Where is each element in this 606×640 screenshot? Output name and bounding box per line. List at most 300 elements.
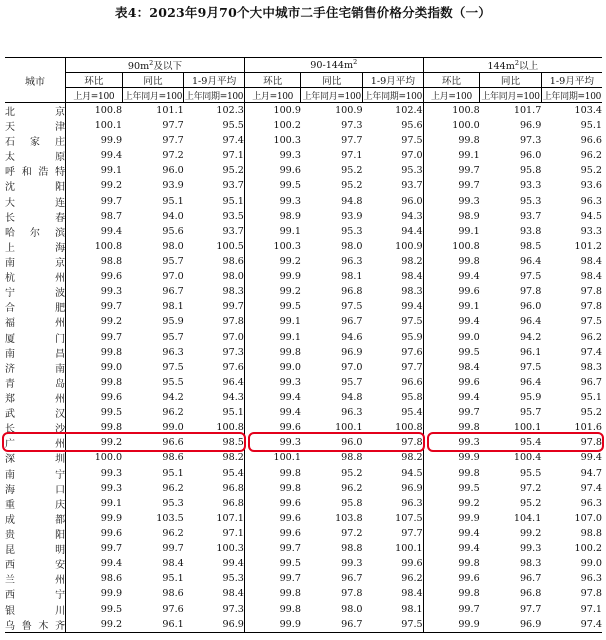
index-value: 103.5 [156,512,184,524]
index-value: 99.6 [244,496,301,511]
index-value: 95.3 [341,225,363,237]
index-value: 100.5 [216,240,244,252]
index-value: 94.0 [162,210,184,222]
index-value: 98.6 [162,452,184,464]
index-value: 96.9 [184,617,245,633]
index-value: 95.1 [162,195,184,207]
index-value: 96.0 [341,437,363,449]
table-row [5,299,602,314]
index-value: 97.3 [222,346,244,358]
index-value: 103.4 [574,105,602,116]
index-value: 94.8 [341,195,363,207]
index-value: 99.7 [423,178,480,193]
index-value: 96.0 [519,301,542,313]
index-value: 107.5 [395,512,423,524]
index-value: 93.3 [519,180,542,192]
city-name: 厦门 [5,330,66,345]
table-row [5,224,602,239]
index-value: 99.4 [423,526,480,541]
index-value: 94.6 [341,331,363,343]
city-name: 太原 [5,148,66,163]
index-value: 98.4 [580,256,602,268]
index-value: 96.6 [401,376,423,388]
index-value: 99.7 [244,541,301,556]
index-value: 95.1 [580,120,602,132]
index-value: 97.7 [519,603,542,615]
city-name: 呼和浩特 [5,163,66,178]
index-value: 104.1 [513,512,542,524]
table-row [5,148,602,163]
index-value: 99.8 [66,420,123,435]
index-value: 96.4 [222,376,244,388]
city-column-header: 城市 [5,58,66,103]
index-value: 99.9 [244,269,301,284]
index-value: 99.0 [66,360,123,375]
index-value: 95.7 [162,256,184,268]
table-row [5,556,602,571]
index-value: 96.2 [162,482,184,494]
table-row [5,405,602,420]
index-value: 97.7 [341,135,363,147]
index-value: 97.0 [222,331,244,343]
index-value: 99.6 [66,390,123,405]
table-row [5,284,602,299]
index-value: 95.9 [519,392,542,404]
index-value: 95.2 [580,165,602,177]
city-name: 重庆 [5,496,66,511]
city-name: 哈尔滨 [5,224,66,239]
index-value: 99.5 [244,299,301,314]
index-value: 99.7 [222,301,244,313]
index-value: 100.2 [244,118,301,133]
index-value: 99.9 [423,617,480,633]
index-value: 94.5 [580,210,602,222]
index-value: 97.5 [401,135,423,147]
index-value: 96.3 [401,497,423,509]
index-value: 96.8 [519,588,542,600]
index-value: 98.2 [401,256,423,268]
index-value: 96.2 [162,407,184,419]
table-row [5,390,602,405]
index-value: 101.7 [513,105,542,116]
index-value: 94.2 [162,392,184,404]
index-value: 99.8 [423,556,480,571]
index-value: 99.9 [423,511,480,526]
sub-header-avg: 1-9月平均 [363,73,424,88]
index-value: 95.5 [162,376,184,388]
index-value: 100.4 [513,452,542,464]
index-value: 95.8 [519,165,542,177]
index-value: 102.3 [216,105,244,116]
index-value: 99.8 [423,586,480,601]
index-value: 100.8 [423,239,480,254]
index-value: 93.9 [162,180,184,192]
index-value: 100.9 [335,105,363,116]
index-value: 98.0 [222,271,244,283]
index-value: 100.1 [66,118,123,133]
sub-header-mom: 环比 [423,73,480,88]
index-value: 95.7 [341,376,363,388]
city-name: 南宁 [5,466,66,481]
index-value: 99.4 [423,269,480,284]
index-value: 98.3 [401,286,423,298]
index-value: 94.2 [519,331,542,343]
index-value: 99.0 [244,360,301,375]
index-value: 99.2 [66,617,123,633]
index-value: 99.8 [423,420,480,435]
index-value: 96.3 [341,256,363,268]
city-name: 乌鲁木齐 [5,617,66,633]
table-row [5,541,602,556]
index-value: 99.3 [341,558,363,570]
index-value: 99.4 [66,556,123,571]
index-value: 97.8 [580,437,602,449]
city-name: 南昌 [5,345,66,360]
index-value: 95.4 [519,437,542,449]
index-value: 98.3 [519,558,542,570]
city-name: 郑州 [5,390,66,405]
city-name: 贵阳 [5,526,66,541]
index-value: 98.3 [222,286,244,298]
city-name: 长春 [5,209,66,224]
index-value: 99.1 [244,224,301,239]
index-value: 96.8 [341,286,363,298]
index-value: 96.2 [401,573,423,585]
table-row [5,133,602,148]
index-value: 95.2 [341,180,363,192]
index-value: 94.5 [401,467,423,479]
index-value: 96.1 [122,617,184,633]
index-value: 99.4 [423,390,480,405]
index-value: 97.2 [341,528,363,539]
city-name: 北京 [5,103,66,119]
index-value: 96.4 [519,376,542,388]
index-value: 107.1 [216,512,244,524]
table-row [5,269,602,284]
index-value: 95.6 [162,225,184,237]
city-name: 兰州 [5,571,66,586]
index-value: 98.8 [580,528,602,539]
index-value: 97.1 [341,150,363,162]
index-value: 95.1 [222,407,244,419]
index-value: 99.7 [162,543,184,555]
index-value: 99.6 [244,163,301,178]
index-value: 96.0 [519,150,542,162]
index-value: 96.2 [341,482,363,494]
index-value: 99.3 [423,194,480,209]
index-value: 95.9 [401,331,423,343]
index-value: 96.3 [580,573,602,585]
index-value: 95.4 [222,467,244,479]
index-value: 99.5 [423,481,480,496]
index-value: 96.6 [580,135,602,147]
index-value: 95.2 [341,165,363,177]
index-value: 99.3 [244,148,301,163]
index-value: 99.9 [66,133,123,148]
index-value: 99.3 [66,466,123,481]
index-value: 99.0 [162,422,184,434]
index-value: 99.8 [423,466,480,481]
index-value: 99.5 [423,345,480,360]
index-value: 93.9 [341,210,363,222]
index-value: 97.8 [580,588,602,600]
index-value: 99.4 [580,452,602,464]
index-value: 97.0 [401,150,423,162]
city-name: 南京 [5,254,66,269]
index-value: 99.6 [244,511,301,526]
index-value: 99.6 [401,558,423,570]
index-value: 97.7 [162,135,184,147]
index-value: 95.3 [222,573,244,585]
base-header-mom: 上月=100 [423,88,480,103]
city-name: 银川 [5,602,66,617]
index-value: 99.5 [244,178,301,193]
index-value: 96.7 [519,573,542,585]
table-row [5,586,602,601]
index-value: 99.3 [244,375,301,390]
city-name: 杭州 [5,269,66,284]
index-value: 97.4 [222,135,244,147]
index-value: 95.1 [162,467,184,479]
index-value: 100.9 [244,103,301,119]
index-value: 99.2 [244,284,301,299]
index-value: 99.8 [244,481,301,496]
index-value: 100.0 [66,450,123,465]
index-value: 96.9 [401,482,423,494]
table-row [5,103,602,119]
index-value: 97.5 [519,271,542,283]
index-value: 98.1 [401,603,423,615]
city-name: 上海 [5,239,66,254]
index-value: 97.5 [519,361,542,373]
index-value: 94.7 [580,467,602,479]
index-value: 96.0 [162,165,184,177]
index-value: 99.7 [66,299,123,314]
table-row [5,254,602,269]
index-value: 96.9 [519,120,542,132]
base-header-mom: 上月=100 [66,88,123,103]
index-value: 95.2 [341,467,363,479]
city-name: 长沙 [5,420,66,435]
index-value: 99.2 [423,496,480,511]
index-value: 96.3 [580,195,602,207]
index-value: 99.7 [244,571,301,586]
index-value: 97.6 [162,603,184,615]
index-value: 98.9 [423,209,480,224]
index-value: 98.4 [162,558,184,570]
city-name: 沈阳 [5,178,66,193]
index-value: 101.1 [156,105,184,116]
city-name: 大连 [5,194,66,209]
index-value: 98.0 [341,603,363,615]
index-value: 96.2 [162,528,184,539]
index-value: 99.6 [423,284,480,299]
base-header-mom: 上月=100 [244,88,301,103]
city-name: 西安 [5,556,66,571]
index-value: 96.7 [301,617,363,633]
table-row [5,239,602,254]
group-header-large: $144m^2$以上 [423,58,602,73]
index-value: 100.2 [574,543,602,555]
index-value: 100.8 [395,422,423,434]
base-header-yoy: 上年同月=100 [122,88,184,103]
index-value: 97.2 [162,150,184,162]
index-value: 95.3 [519,195,542,207]
table-row [5,314,602,329]
city-name: 成都 [5,511,66,526]
index-value: 100.8 [66,239,123,254]
index-value: 97.3 [519,135,542,147]
index-value: 99.4 [244,390,301,405]
table-row [5,435,602,450]
table-row [5,466,602,481]
index-value: 98.8 [341,543,363,555]
index-value: 100.8 [216,422,244,434]
index-value: 100.3 [244,239,301,254]
sub-header-mom: 环比 [244,73,301,88]
table-row [5,481,602,496]
index-value: 96.6 [162,437,184,449]
city-name: 深圳 [5,450,66,465]
index-value: 98.2 [222,452,244,464]
index-value: 96.1 [519,346,542,358]
index-value: 93.7 [222,180,244,192]
index-value: 100.0 [423,118,480,133]
table-row [5,496,602,511]
index-value: 93.7 [519,210,542,222]
index-value: 97.6 [222,361,244,373]
index-value: 107.0 [574,512,602,524]
index-value: 100.3 [216,543,244,555]
index-value: 97.4 [580,482,602,494]
index-value: 97.5 [401,316,423,328]
index-value: 99.5 [244,556,301,571]
index-value: 98.4 [222,588,244,600]
index-value: 93.8 [519,225,542,237]
table-row [5,450,602,465]
city-name: 西宁 [5,586,66,601]
index-value: 96.8 [222,482,244,494]
table-row [5,178,602,193]
index-value: 99.8 [244,466,301,481]
index-value: 94.3 [401,210,423,222]
index-value: 98.5 [222,437,244,449]
index-value: 103.8 [335,512,363,524]
index-value: 99.1 [423,299,480,314]
city-name: 天津 [5,118,66,133]
city-name: 广州 [5,435,66,450]
index-value: 99.5 [66,405,123,420]
index-value: 102.4 [395,105,423,116]
index-value: 99.1 [244,330,301,345]
index-value: 99.7 [423,163,480,178]
index-value: 97.8 [519,286,542,298]
table-row [5,360,602,375]
index-value: 99.8 [423,254,480,269]
table-row [5,118,602,133]
index-value: 95.9 [162,316,184,328]
index-value: 97.8 [222,316,244,328]
index-value: 99.6 [66,269,123,284]
index-value: 97.4 [580,346,602,358]
table-row [5,602,602,617]
index-value: 99.6 [244,526,301,541]
index-value: 95.1 [222,195,244,207]
index-value: 99.2 [66,314,123,329]
table-row [5,345,602,360]
index-value: 101.2 [574,240,602,252]
index-value: 95.5 [222,120,244,132]
index-value: 95.7 [519,407,542,419]
index-value: 99.7 [423,602,480,617]
index-value: 97.8 [401,437,423,449]
index-value: 97.0 [341,361,363,373]
index-value: 96.8 [222,497,244,509]
index-value: 97.7 [401,361,423,373]
table-row [5,420,602,435]
base-header-avg: 上年同期=100 [541,88,602,103]
index-value: 99.2 [66,435,123,450]
index-value: 98.9 [244,209,301,224]
index-value: 98.5 [519,240,542,252]
city-name: 昆明 [5,541,66,556]
base-header-yoy: 上年同月=100 [301,88,363,103]
index-value: 95.1 [162,573,184,585]
index-value: 97.7 [162,120,184,132]
index-value: 100.1 [395,543,423,555]
index-value: 93.3 [580,225,602,237]
index-value: 97.8 [580,286,602,298]
table-row [5,571,602,586]
index-value: 96.7 [341,316,363,328]
index-value: 99.1 [66,163,123,178]
index-value: 99.9 [423,450,480,465]
city-name: 宁波 [5,284,66,299]
table-row [5,526,602,541]
index-value: 98.3 [580,361,602,373]
index-value: 99.5 [66,602,123,617]
index-value: 99.9 [66,511,123,526]
index-value: 98.4 [401,271,423,283]
index-value: 93.7 [401,180,423,192]
index-value: 99.8 [244,345,301,360]
index-value: 97.1 [222,528,244,539]
index-value: 98.1 [341,271,363,283]
index-value: 97.4 [541,617,602,633]
base-header-avg: 上年同期=100 [184,88,245,103]
index-value: 99.4 [244,405,301,420]
index-value: 96.2 [580,331,602,343]
index-value: 98.4 [580,271,602,283]
index-value: 99.3 [66,284,123,299]
table-row [5,163,602,178]
index-value: 95.2 [222,165,244,177]
table-row [5,209,602,224]
index-value: 100.9 [395,240,423,252]
sub-header-avg: 1-9月平均 [184,73,245,88]
index-value: 99.3 [423,435,480,450]
index-value: 94.4 [401,225,423,237]
index-value: 100.1 [513,422,542,434]
index-value: 100.8 [423,103,480,119]
index-value: 99.7 [66,541,123,556]
city-name: 青岛 [5,375,66,390]
index-value: 96.9 [480,617,542,633]
index-value: 99.1 [423,148,480,163]
city-name: 武汉 [5,405,66,420]
index-value: 99.3 [66,481,123,496]
index-value: 99.2 [519,528,542,539]
